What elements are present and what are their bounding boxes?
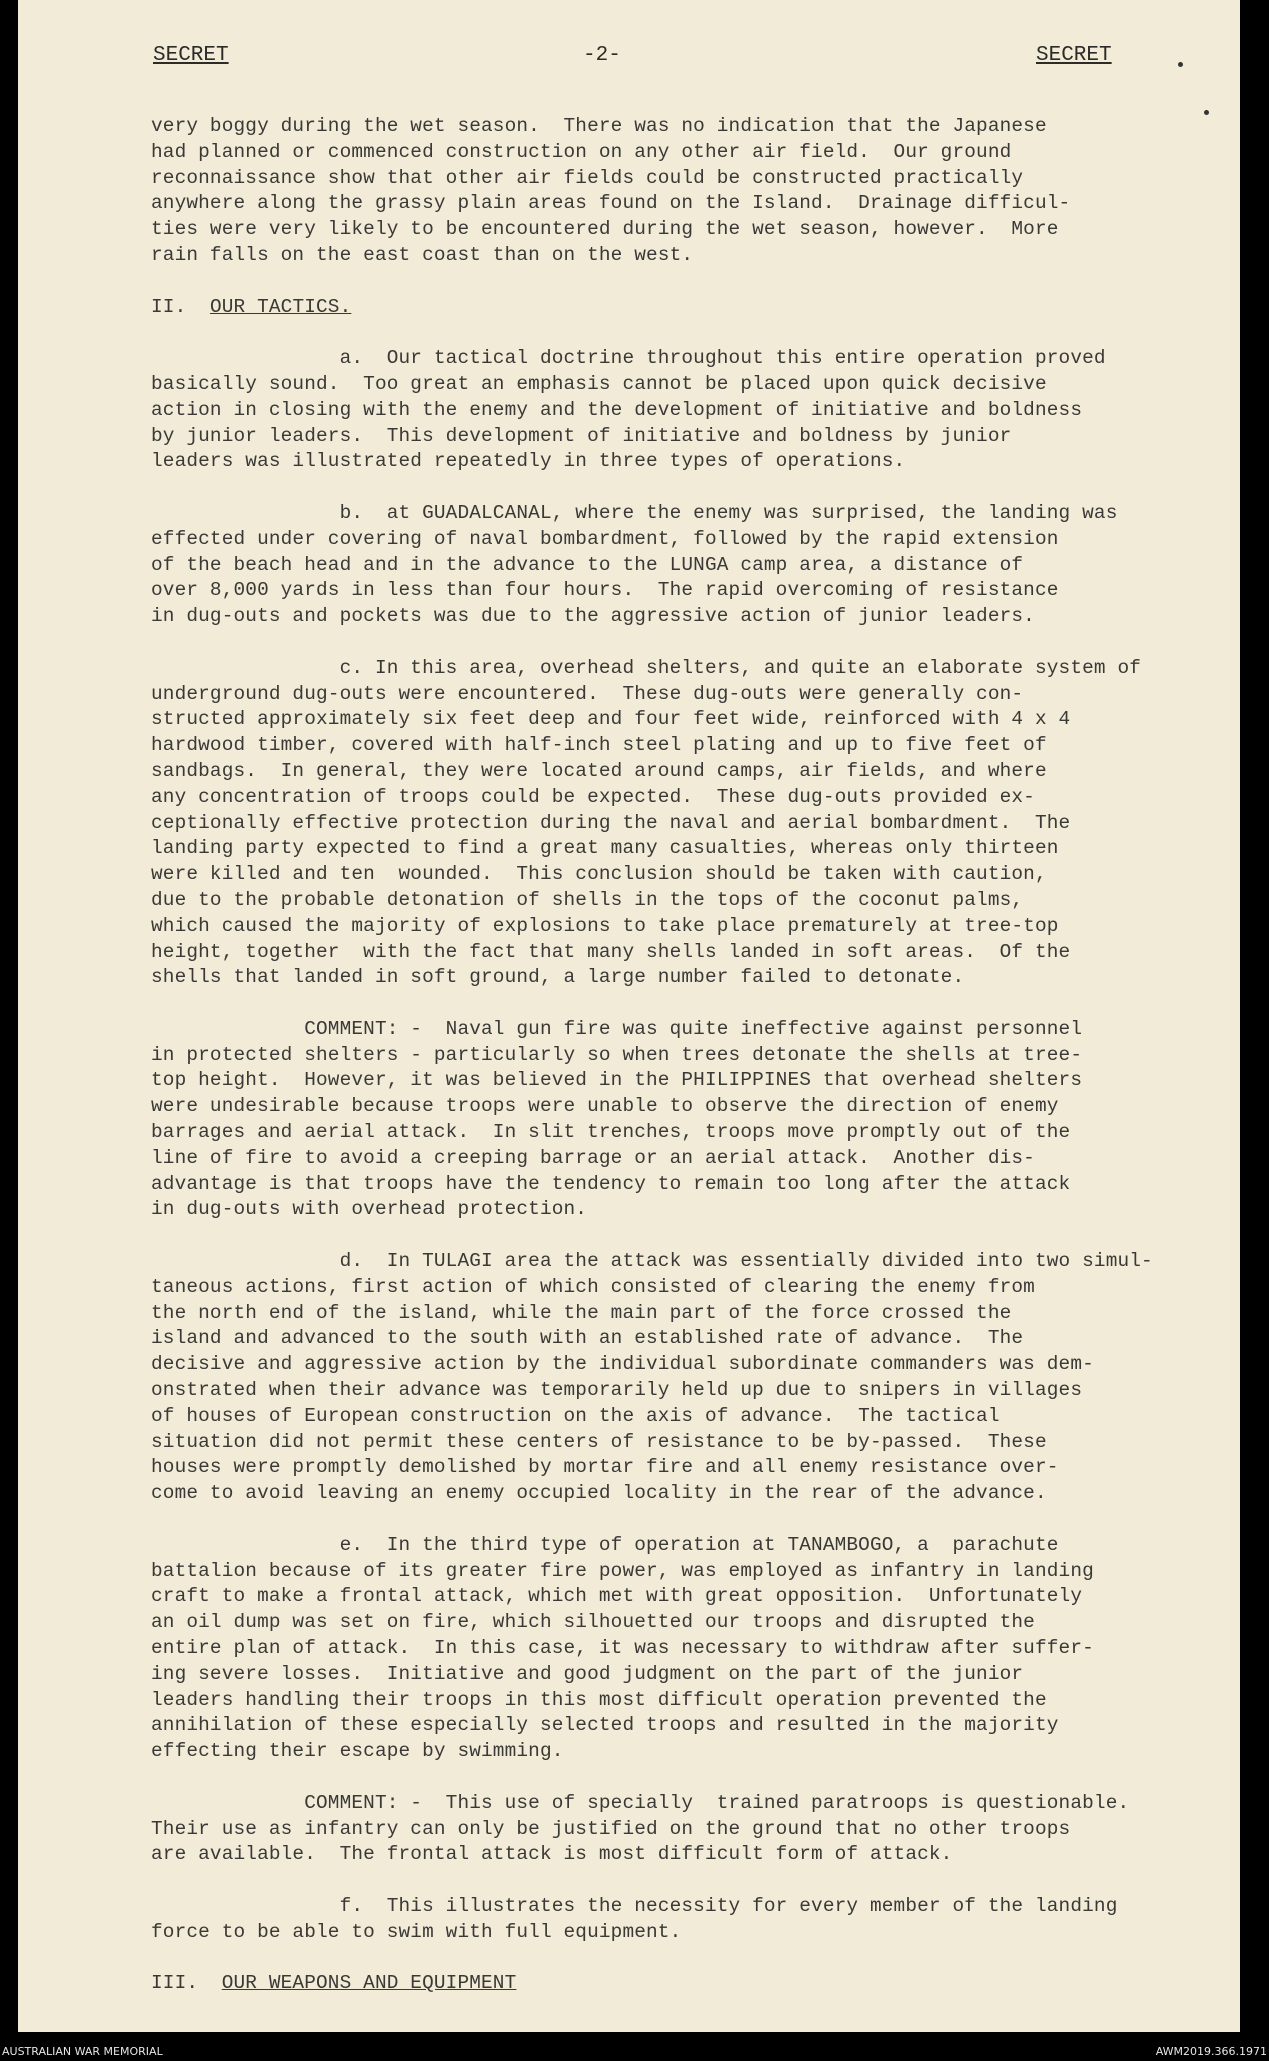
text-line: craft to make a frontal attack, which met with great opposition. Unfortunately — [151, 1585, 1083, 1608]
text-line: come to avoid leaving an enemy occupied locality in the rear of the advance. — [151, 1482, 1047, 1505]
paper-speck — [1204, 110, 1209, 115]
text-line: entire plan of attack. In this case, it was necessary to withdraw after suffer- — [151, 1637, 1094, 1660]
text-line: over 8,000 yards in less than four hours. The rapid overcoming of resistance — [151, 579, 1059, 602]
text-line: were killed and ten wounded. This conclusion should be taken with caution, — [151, 863, 1047, 886]
page-number: -2- — [583, 44, 621, 67]
text-line: very boggy during the wet season. There was no indication that the Japanese — [151, 115, 1047, 137]
text-line: leaders was illustrated repeatedly in three types of operations. — [151, 450, 906, 473]
text-line: in dug-outs and pockets was due to the aggressive action of junior leaders. — [151, 605, 1035, 628]
text-line: structed approximately six feet deep and four feet wide, reinforced with 4 x 4 — [151, 708, 1071, 731]
text-line: leaders handling their troops in this most difficult operation prevented the — [151, 1688, 1047, 1711]
text-line: height, together with the fact that many shells landed in soft areas. Of the — [151, 940, 1071, 963]
text-line: ceptionally effective protection during the naval and aerial bombardment. The — [151, 811, 1071, 834]
text-line: due to the probable detonation of shells in the tops of the coconut palms, — [151, 888, 1024, 911]
paragraph-gap — [151, 1765, 1161, 1791]
paragraph-gap — [151, 1946, 1161, 1972]
text-line: hardwood timber, covered with half-inch steel plating and up to five feet of — [151, 734, 1047, 757]
text-line: effecting their escape by swimming. — [151, 1740, 564, 1763]
text-line: basically sound. Too great an emphasis cannot be placed upon quick decisive — [151, 372, 1047, 395]
archive-credit: AUSTRALIAN WAR MEMORIAL — [2, 2045, 163, 2058]
text-line: a. Our tactical doctrine throughout this entire operation proved — [151, 347, 1106, 370]
text-line: f. This illustrates the necessity for every member of the landing — [151, 1894, 1118, 1917]
text-line: d. In TULAGI area the attack was essentially divided into two simul- — [151, 1250, 1153, 1273]
text-line: sandbags. In general, they were located around camps, air fields, and where — [151, 759, 1047, 782]
text-line: barrages and aerial attack. In slit trenches, troops move promptly out of the — [151, 1121, 1071, 1144]
text-line: annihilation of these especially selected troops and resulted in the majority — [151, 1714, 1059, 1737]
paragraph-gap — [151, 1507, 1161, 1533]
text-line: of the beach head and in the advance to the LUNGA camp area, a distance of — [151, 553, 1024, 576]
text-line: houses were promptly demolished by mortar fire and all enemy resistance over- — [151, 1456, 1059, 1479]
document-page — [18, 0, 1240, 2032]
text-line: which caused the majority of explosions to take place prematurely at tree-top — [151, 914, 1059, 937]
text-line: any concentration of troops could be expected. These dug-outs provided ex- — [151, 785, 1035, 808]
text-line: reconnaissance show that other air fields could be constructed practically — [151, 166, 1024, 189]
text-line: e. In the third type of operation at TANAMBOGO, a parachute — [151, 1533, 1059, 1556]
text-line: COMMENT: - Naval gun fire was quite ineffective against personnel — [151, 1017, 1083, 1040]
text-line: b. at GUADALCANAL, where the enemy was surprised, the landing was — [151, 501, 1118, 524]
header-classification-left: SECRET — [153, 44, 229, 67]
text-line: COMMENT: - This use of specially trained paratroops is questionable. — [151, 1791, 1130, 1814]
text-line: rain falls on the east coast than on the west. — [151, 243, 694, 266]
text-line: situation did not permit these centers of resistance to be by-passed. These — [151, 1430, 1047, 1453]
document-body — [151, 114, 1161, 1997]
text-line: an oil dump was set on fire, which silhouetted our troops and disrupted the — [151, 1611, 1035, 1634]
text-line: battalion because of its greater fire power, was employed as infantry in landing — [151, 1559, 1094, 1582]
paragraph-gap — [151, 320, 1161, 346]
paragraph-gap — [151, 475, 1161, 501]
text-line: by junior leaders. This development of initiative and boldness by junior — [151, 424, 1012, 447]
section-heading: II. OUR TACTICS. — [151, 295, 352, 318]
text-line: anywhere along the grassy plain areas found on the Island. Drainage difficul- — [151, 192, 1071, 215]
text-line: ties were very likely to be encountered during the wet season, however. More — [151, 218, 1059, 241]
text-line: c. In this area, overhead shelters, and quite an elaborate system of — [151, 656, 1142, 679]
text-line: onstrated when their advance was temporarily held up due to snipers in villages — [151, 1379, 1083, 1402]
paragraph-gap — [151, 269, 1161, 295]
text-line: line of fire to avoid a creeping barrage or an aerial attack. Another dis- — [151, 1146, 1035, 1169]
header-classification-right: SECRET — [1036, 44, 1112, 67]
text-line: taneous actions, first action of which consisted of clearing the enemy from — [151, 1275, 1035, 1298]
paper-speck — [1178, 62, 1183, 67]
text-line: shells that landed in soft ground, a large number failed to detonate. — [151, 966, 965, 989]
text-line: effected under covering of naval bombardment, followed by the rapid extension — [151, 527, 1059, 550]
text-line: decisive and aggressive action by the individual subordinate commanders was dem- — [151, 1353, 1094, 1376]
archive-footer — [0, 2036, 1269, 2061]
text-line: island and advanced to the south with an established rate of advance. The — [151, 1327, 1024, 1350]
text-line: landing party expected to find a great many casualties, whereas only thirteen — [151, 837, 1059, 860]
text-line: advantage is that troops have the tendency to remain too long after the attack — [151, 1172, 1071, 1195]
text-line: underground dug-outs were encountered. These dug-outs were generally con- — [151, 682, 1024, 705]
text-line: were undesirable because troops were unable to observe the direction of enemy — [151, 1095, 1059, 1118]
text-line: of houses of European construction on the axis of advance. The tactical — [151, 1404, 1000, 1427]
text-line: in protected shelters - particularly so when trees detonate the shells at tree- — [151, 1043, 1083, 1066]
text-line: in dug-outs with overhead protection. — [151, 1198, 588, 1221]
section-heading: III. OUR WEAPONS AND EQUIPMENT — [151, 1972, 517, 1995]
archive-reference: AWM2019.366.1971 — [1155, 2045, 1267, 2058]
text-line: force to be able to swim with full equipment. — [151, 1920, 682, 1943]
text-line: ing severe losses. Initiative and good judgment on the part of the junior — [151, 1662, 1024, 1685]
paragraph-gap — [151, 630, 1161, 656]
text-line: had planned or commenced construction on any other air field. Our ground — [151, 140, 1012, 163]
paragraph-gap — [151, 991, 1161, 1017]
text-line: the north end of the island, while the main part of the force crossed the — [151, 1301, 1012, 1324]
text-line: top height. However, it was believed in the PHILIPPINES that overhead shelters — [151, 1069, 1083, 1092]
paragraph-gap — [151, 1223, 1161, 1249]
text-line: Their use as infantry can only be justified on the ground that no other troops — [151, 1817, 1071, 1840]
paragraph-gap — [151, 1868, 1161, 1894]
text-line: action in closing with the enemy and the development of initiative and boldness — [151, 398, 1083, 421]
text-line: are available. The frontal attack is most difficult form of attack. — [151, 1843, 953, 1866]
